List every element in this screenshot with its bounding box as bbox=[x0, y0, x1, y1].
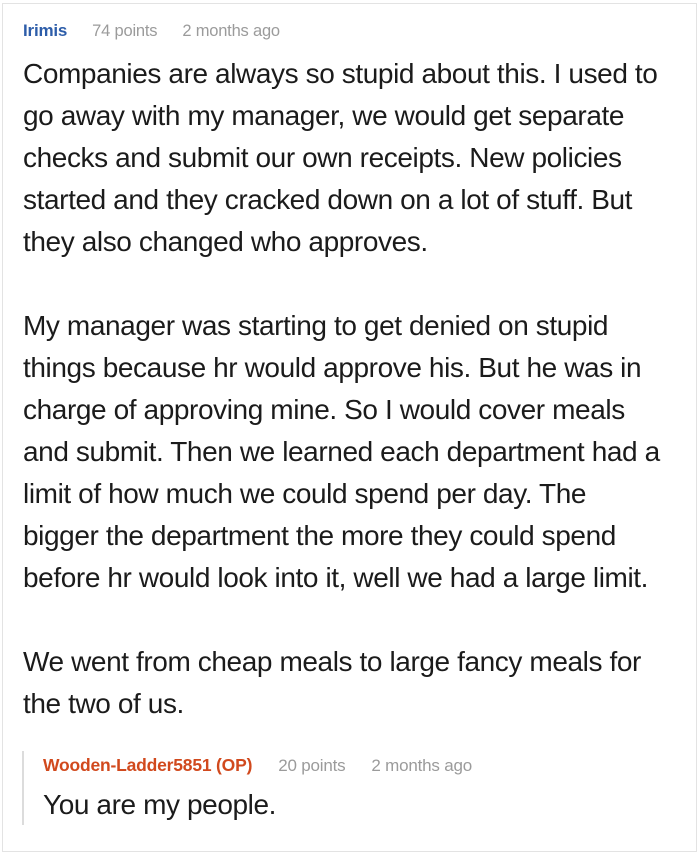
comment-timestamp: 2 months ago bbox=[182, 22, 280, 40]
comment-paragraph-2: My manager was starting to get denied on stupid things because hr would approve his. But he was in charge of approving mine. So I would cover meals and submit. Then we learned each department had a limit of how much we could spend per day. The bigger the department the more they could spend before hr would look into it, well we had a large limit. bbox=[23, 310, 660, 593]
comment-header bbox=[23, 21, 662, 41]
reply-points: 20 points bbox=[278, 756, 346, 775]
reply-author-link[interactable]: Wooden-Ladder5851 (OP) bbox=[43, 755, 253, 775]
comment-paragraph-1: Companies are always so stupid about this. I used to go away with my manager, we would get separate checks and submit our own receipts. New policies started and they cracked down on a lot of stuff. But they also changed who approves. bbox=[23, 58, 658, 257]
reply-header bbox=[43, 755, 662, 776]
comment-points: 74 points bbox=[92, 22, 158, 40]
comment-card bbox=[2, 3, 697, 852]
reply-comment bbox=[22, 751, 662, 825]
reply-text: You are my people. bbox=[43, 789, 277, 820]
comment-body bbox=[23, 53, 662, 725]
comment-author-link[interactable]: Irimis bbox=[23, 21, 68, 40]
reply-timestamp: 2 months ago bbox=[371, 756, 473, 775]
comment-paragraph-3: We went from cheap meals to large fancy meals for the two of us. bbox=[23, 646, 641, 719]
